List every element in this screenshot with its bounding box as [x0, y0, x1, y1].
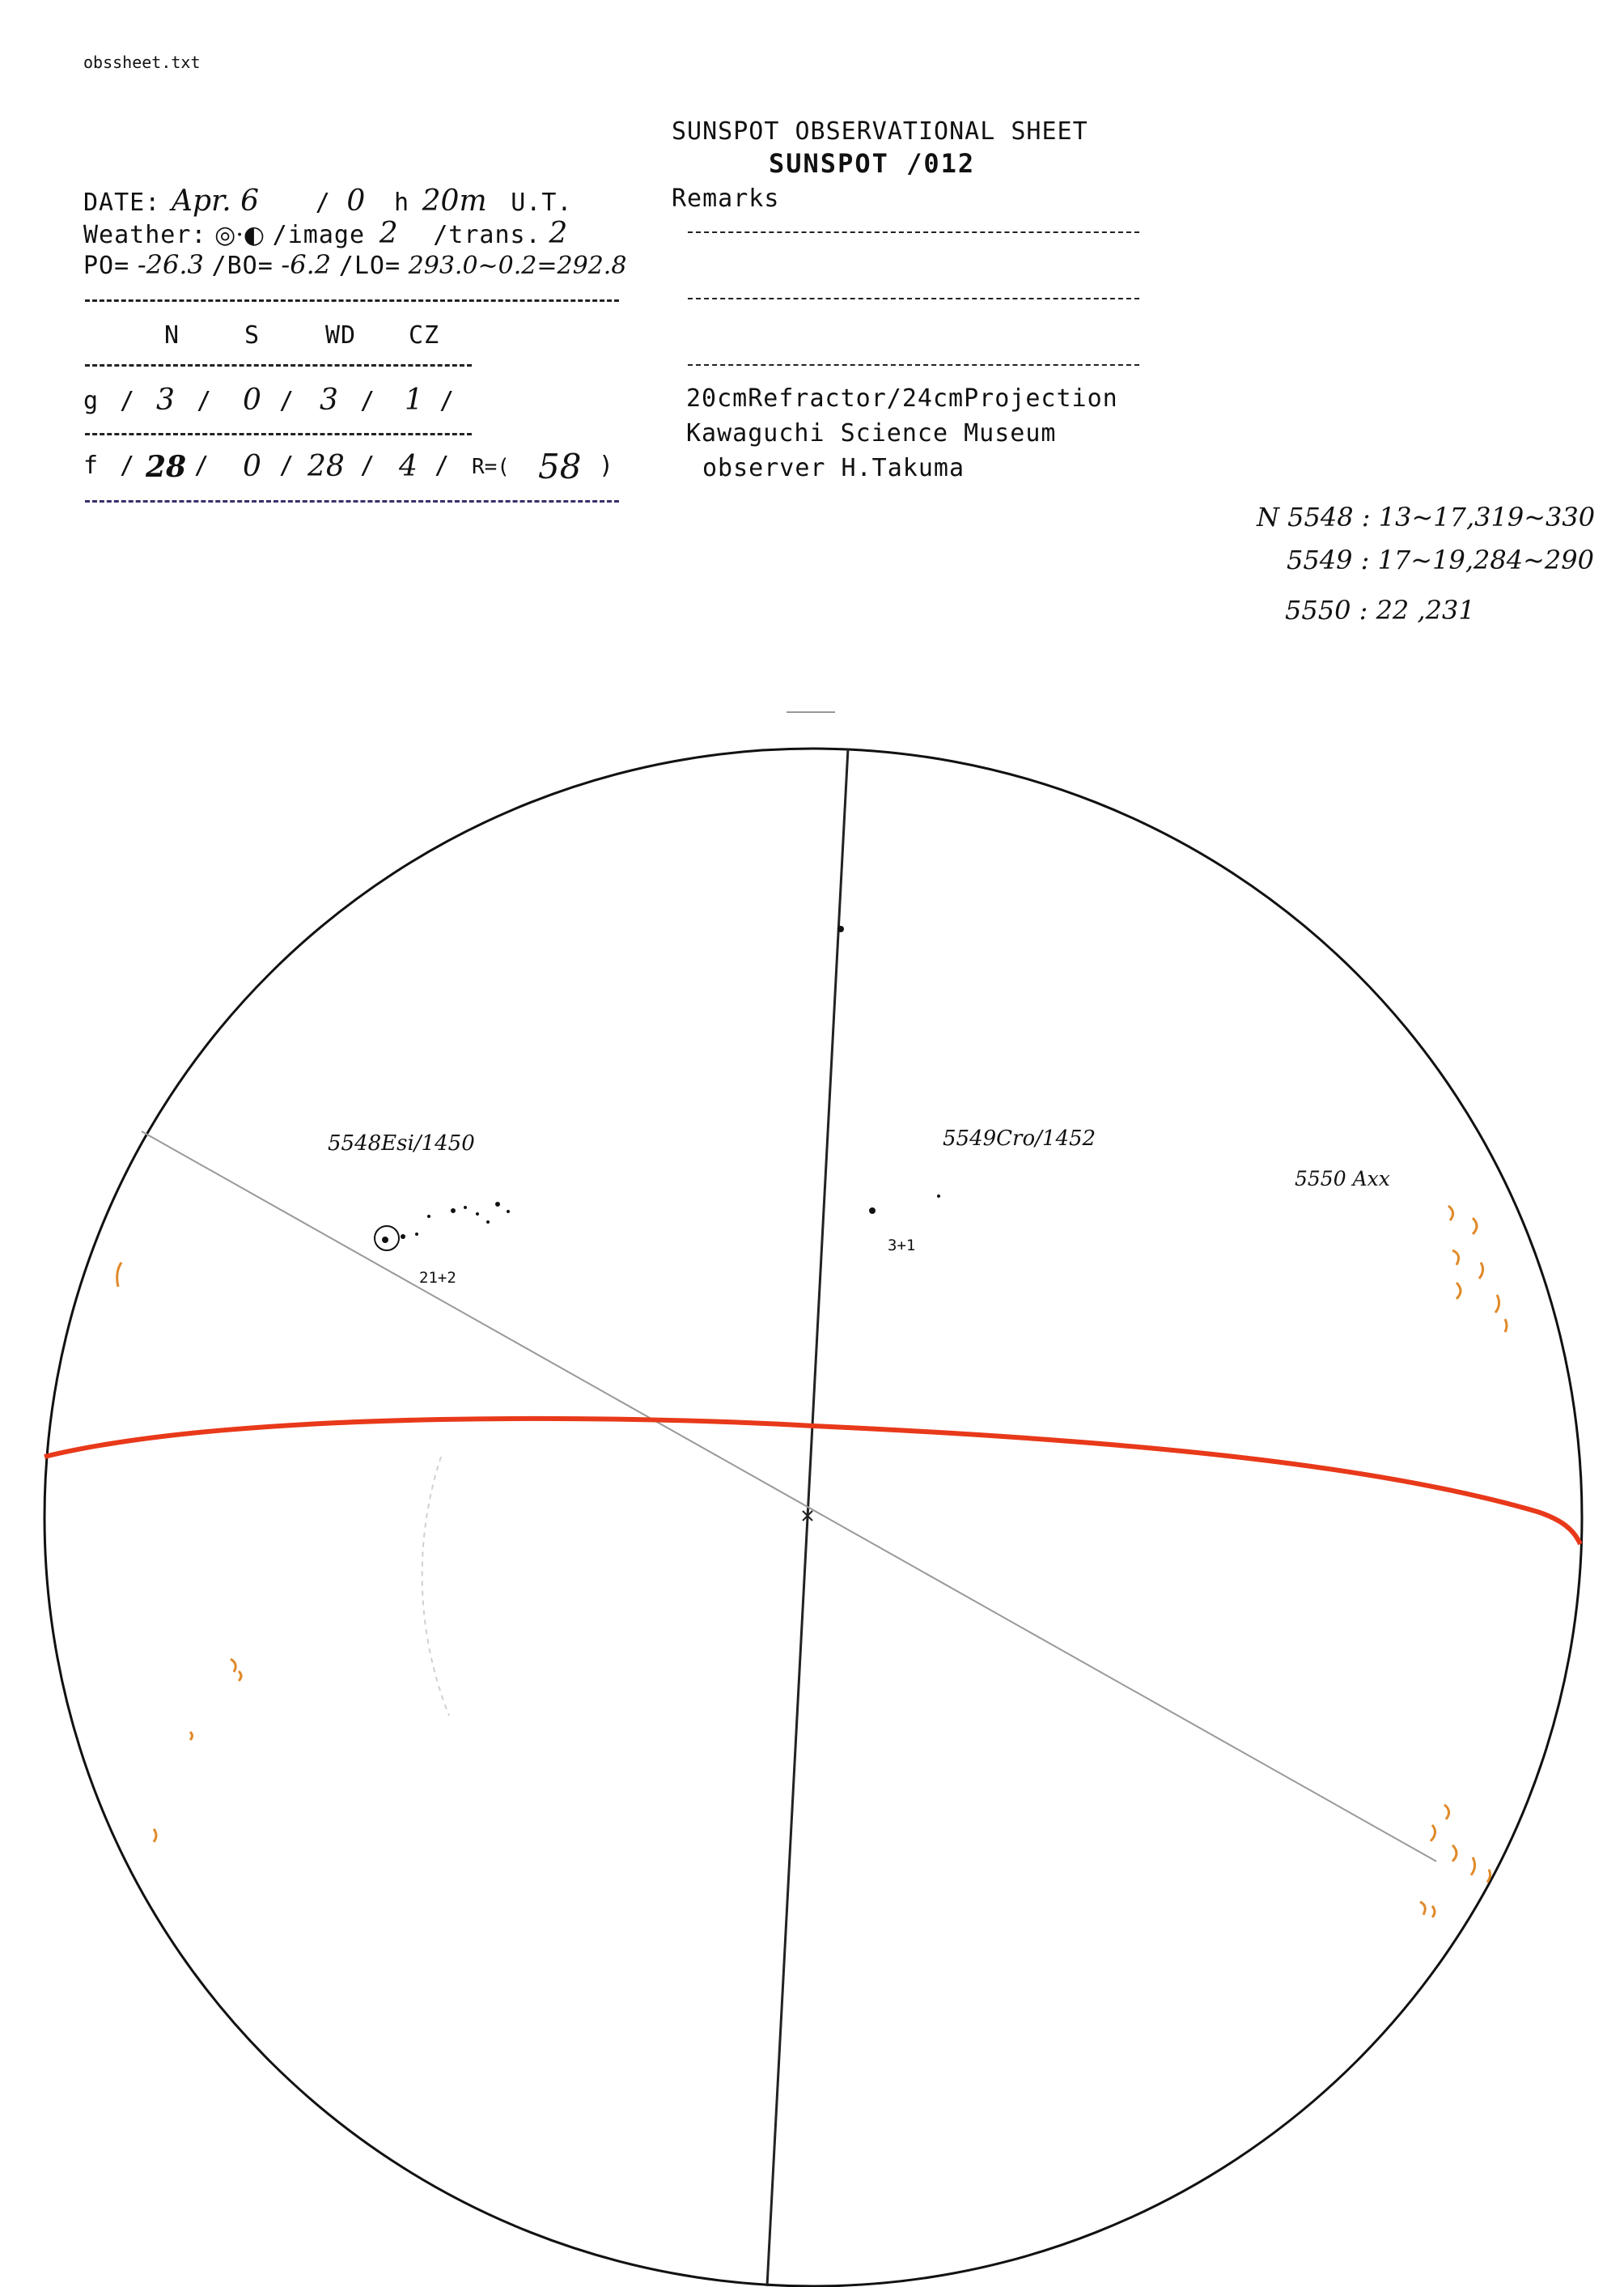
- g-value-n: 3: [156, 384, 175, 417]
- sheet-number: SUNSPOT /012: [769, 148, 976, 179]
- f-value-cz: 4: [399, 450, 418, 483]
- hour-label: h: [393, 189, 409, 217]
- observer-text: observer H.Takuma: [702, 454, 965, 482]
- g-value-cz: 1: [405, 384, 423, 417]
- g-sep-4: /: [360, 387, 376, 415]
- g-sep-1: /: [120, 387, 136, 415]
- f-value-s: 0: [243, 450, 261, 483]
- faculae: [117, 1206, 1507, 1917]
- g-sep-3: /: [279, 387, 295, 415]
- spot-5548-i: [415, 1233, 418, 1236]
- weather-value: ◎·◐: [214, 221, 265, 249]
- f-sep-5: /: [435, 452, 451, 480]
- weather-label: Weather:: [83, 221, 207, 249]
- instrument-text: 20cmRefractor/24cmProjection: [686, 384, 1118, 413]
- facula-se-3: [154, 1829, 156, 1842]
- g-row-label: g: [83, 387, 100, 415]
- col-header-cz: CZ: [409, 321, 440, 350]
- col-header-s: S: [244, 321, 261, 350]
- file-name: obssheet.txt: [83, 53, 201, 72]
- g-value-wd: 3: [320, 384, 338, 417]
- spot-5548-e: [476, 1212, 479, 1216]
- group-label-5550: 5550 Axx: [1295, 1167, 1390, 1190]
- date-value: Apr. 6: [171, 185, 260, 218]
- group-label-5548: 5548Esi/1450: [328, 1131, 475, 1156]
- group-label-5549: 5549Cro/1452: [943, 1127, 1096, 1151]
- r-close: ): [599, 452, 615, 480]
- facula-se-1: [231, 1659, 241, 1681]
- f-sep-2: /: [194, 452, 210, 480]
- spot-5548-leader-umbra: [382, 1237, 388, 1243]
- spot-group-5548: [375, 1202, 510, 1250]
- facula-east-1: [117, 1262, 121, 1287]
- col-header-n: N: [164, 321, 180, 350]
- central-meridian: [767, 749, 848, 2286]
- spot-5548-f: [495, 1202, 500, 1207]
- f-row-label: f: [83, 452, 100, 480]
- p0-value: -26.3: [137, 249, 204, 280]
- facula-west-1: [1448, 1206, 1507, 1332]
- g-sep-5: /: [439, 387, 456, 415]
- spot-5548-g: [507, 1210, 510, 1213]
- image-label: /image: [272, 221, 366, 249]
- group-count-5549: 3+1: [888, 1237, 916, 1254]
- minute-value: 20m: [422, 185, 487, 218]
- r-value: 58: [538, 447, 582, 486]
- f-sep-3: /: [279, 452, 295, 480]
- faint-inner-arc: [422, 1457, 449, 1716]
- facula-sw-2: [1420, 1902, 1435, 1917]
- r-label: R=(: [472, 455, 510, 479]
- meridian-tick: [837, 926, 844, 932]
- spot-group-5549: [869, 1194, 940, 1214]
- g-value-s: 0: [243, 384, 261, 417]
- spot-5549-a: [937, 1194, 940, 1198]
- f-value-n: 28: [146, 450, 187, 484]
- trans-label: /trans.: [433, 221, 541, 249]
- spot-5549-leader: [869, 1207, 876, 1214]
- g-sep-2: /: [197, 387, 213, 415]
- note-line-2: 5549 : 17~19,284~290: [1287, 545, 1594, 575]
- ut-label: U.T.: [511, 189, 573, 217]
- note-line-3: 5550 : 22 ,231: [1285, 595, 1475, 626]
- f-sep-1: /: [120, 452, 136, 480]
- note-line-1: N 5548 : 13~17,319~330: [1257, 502, 1596, 533]
- spot-5548-h: [486, 1220, 490, 1224]
- l0-value: 293.0~0.2=292.8: [408, 252, 627, 280]
- b0-label: /BO=: [211, 252, 273, 280]
- f-value-wd: 28: [307, 450, 345, 483]
- l0-label: /LO=: [338, 252, 401, 280]
- date-sep: /: [315, 189, 331, 217]
- reference-diagonal: [142, 1131, 1436, 1861]
- sheet-title: SUNSPOT OBSERVATIONAL SHEET: [672, 117, 1088, 146]
- spot-5548-d: [464, 1206, 467, 1209]
- facula-se-2: [190, 1732, 193, 1740]
- facula-sw-1: [1431, 1805, 1490, 1882]
- image-value: 2: [379, 217, 398, 250]
- col-header-wd: WD: [325, 321, 357, 350]
- spot-5548-a: [401, 1234, 405, 1239]
- remarks-label: Remarks: [672, 185, 780, 213]
- group-count-5548: 21+2: [419, 1269, 456, 1287]
- spot-5548-b: [427, 1215, 430, 1218]
- date-label: DATE:: [83, 189, 161, 217]
- spot-5548-c: [451, 1208, 456, 1213]
- f-sep-4: /: [360, 452, 376, 480]
- site-text: Kawaguchi Science Museum: [686, 419, 1057, 448]
- b0-value: -6.2: [281, 249, 332, 280]
- p0-label: PO=: [83, 252, 130, 280]
- trans-value: 2: [549, 217, 568, 250]
- solar-limb: [45, 749, 1582, 2286]
- hour-value: 0: [346, 185, 366, 218]
